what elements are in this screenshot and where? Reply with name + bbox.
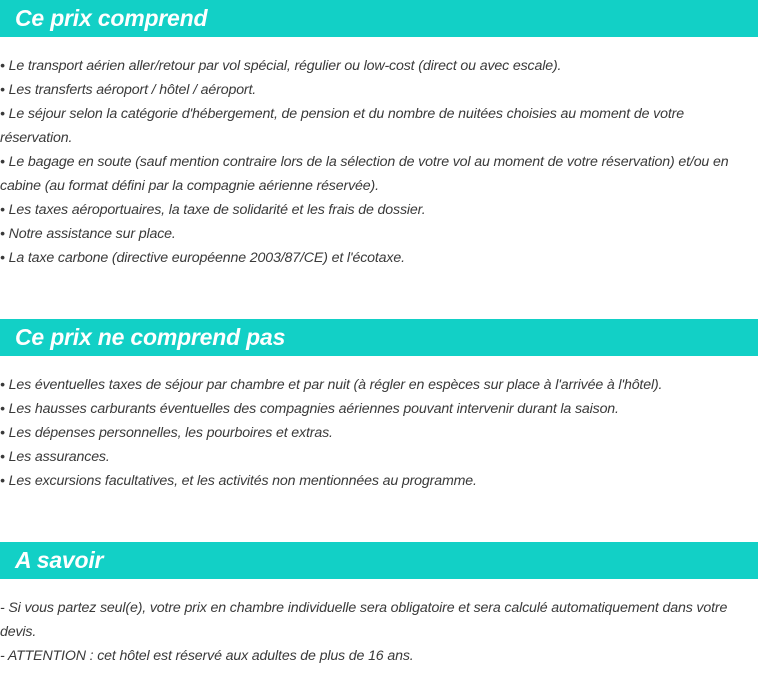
list-item: • Le bagage en soute (sauf mention contraire lors de la sélection de votre vol au moment de votre réservation) et/ou en cabine (au format défini par la compagnie aérienne réservée). [0, 154, 729, 194]
section-price-includes [0, 0, 758, 270]
section-good-to-know [0, 542, 758, 668]
section-title: Ce prix comprend [0, 0, 758, 37]
section-title: Ce prix ne comprend pas [0, 319, 758, 356]
list-item: • Les taxes aéroportuaires, la taxe de solidarité et les frais de dossier. [0, 202, 426, 218]
list-item: • Les excursions facultatives, et les activités non mentionnées au programme. [0, 473, 477, 489]
list-item: • Le transport aérien aller/retour par vol spécial, régulier ou low-cost (direct ou avec escale). [0, 58, 562, 74]
section-body [0, 37, 758, 270]
section-body [0, 579, 758, 668]
list-item: • Le séjour selon la catégorie d'hébergement, de pension et du nombre de nuitées choisies au moment de votre réservation. [0, 106, 684, 146]
list-item: - ATTENTION : cet hôtel est réservé aux adultes de plus de 16 ans. [0, 648, 414, 664]
list-item: • La taxe carbone (directive européenne 2003/87/CE) et l'écotaxe. [0, 250, 405, 266]
list-item: • Notre assistance sur place. [0, 226, 176, 242]
list-item: • Les éventuelles taxes de séjour par chambre et par nuit (à régler en espèces sur place à l'arrivée à l'hôtel). [0, 377, 663, 393]
list-item: • Les assurances. [0, 449, 110, 465]
list-item: • Les hausses carburants éventuelles des compagnies aériennes pouvant intervenir durant la saison. [0, 401, 619, 417]
list-item: - Si vous partez seul(e), votre prix en chambre individuelle sera obligatoire et sera calculé automatiquement dans votre devis. [0, 600, 728, 640]
section-title: A savoir [0, 542, 758, 579]
list-item: • Les transferts aéroport / hôtel / aéroport. [0, 82, 257, 98]
section-price-excludes [0, 319, 758, 493]
list-item: • Les dépenses personnelles, les pourboires et extras. [0, 425, 333, 441]
section-body [0, 356, 758, 493]
